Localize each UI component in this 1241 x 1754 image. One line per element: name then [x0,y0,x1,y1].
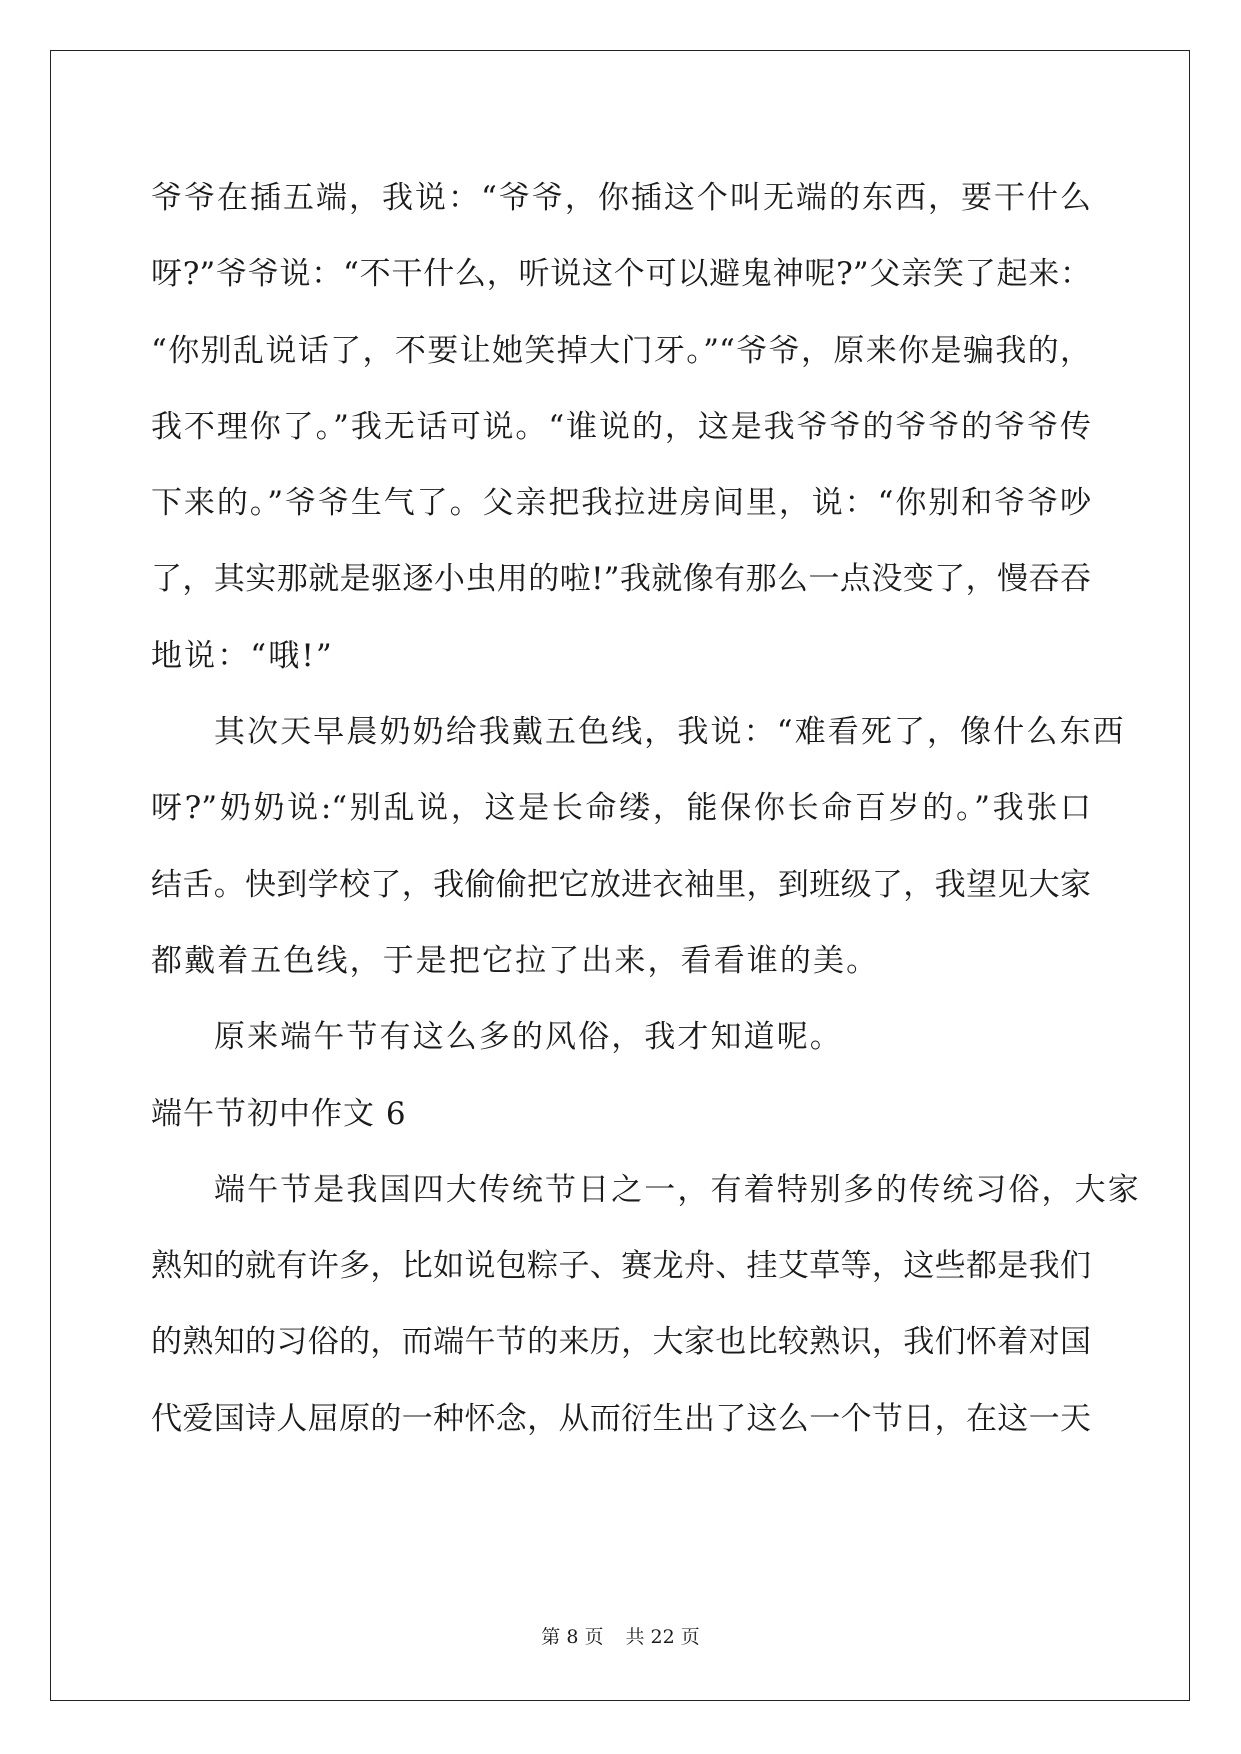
section-heading: 端午节初中作文 6 [151,1095,407,1132]
text-line: 熟知的就有许多，比如说包粽子、赛龙舟、挂艾草等，这些都是我们 [151,1248,1091,1285]
paragraph-first-line: 端午节是我国四大传统节日之一，有着特别多的传统习俗，大家 [214,1171,1141,1208]
paragraph-first-line: 原来端午节有这么多的风俗，我才知道呢。 [214,1019,843,1056]
text-line: 代爱国诗人屈原的一种怀念，从而衍生出了这么一个节日，在这一天 [151,1400,1091,1437]
text-line: “你别乱说话了，不要让她笑掉大门牙。”“爷爷，原来你是骗我的， [151,332,1091,369]
text-line: 都戴着五色线，于是把它拉了出来，看看谁的美。 [151,942,880,979]
document-body [151,160,1141,1457]
text-line: 爷爷在插五端，我说：“爷爷，你插这个叫无端的东西，要干什么 [151,180,1091,216]
text-line: 了，其实那就是驱逐小虫用的啦!”我就像有那么一点没变了，慢吞吞 [151,561,1091,598]
text-line: 呀?”爷爷说：“不干什么，听说这个可以避鬼神呢?”父亲笑了起来： [151,256,1091,293]
text-line: 呀?”奶奶说:“别乱说，这是长命缕，能保你长命百岁的。”我张口 [151,790,1091,827]
text-line: 结舌。快到学校了，我偷偷把它放进衣袖里，到班级了，我望见大家 [151,866,1091,903]
text-line: 地说：“哦!” [151,637,334,674]
text-line: 我不理你了。”我无话可说。“谁说的，这是我爷爷的爷爷的爷爷传 [151,408,1091,445]
paragraph-first-line: 其次天早晨奶奶给我戴五色线，我说：“难看死了，像什么东西 [214,714,1126,751]
page-footer [0,1622,1241,1649]
page-total: 共 22 页 [625,1626,700,1648]
text-line: 下来的。”爷爷生气了。父亲把我拉进房间里，说：“你别和爷爷吵 [151,485,1091,522]
page-number: 第 8 页 [541,1626,604,1648]
text-line: 的熟知的习俗的，而端午节的来历，大家也比较熟识，我们怀着对国 [151,1324,1091,1361]
